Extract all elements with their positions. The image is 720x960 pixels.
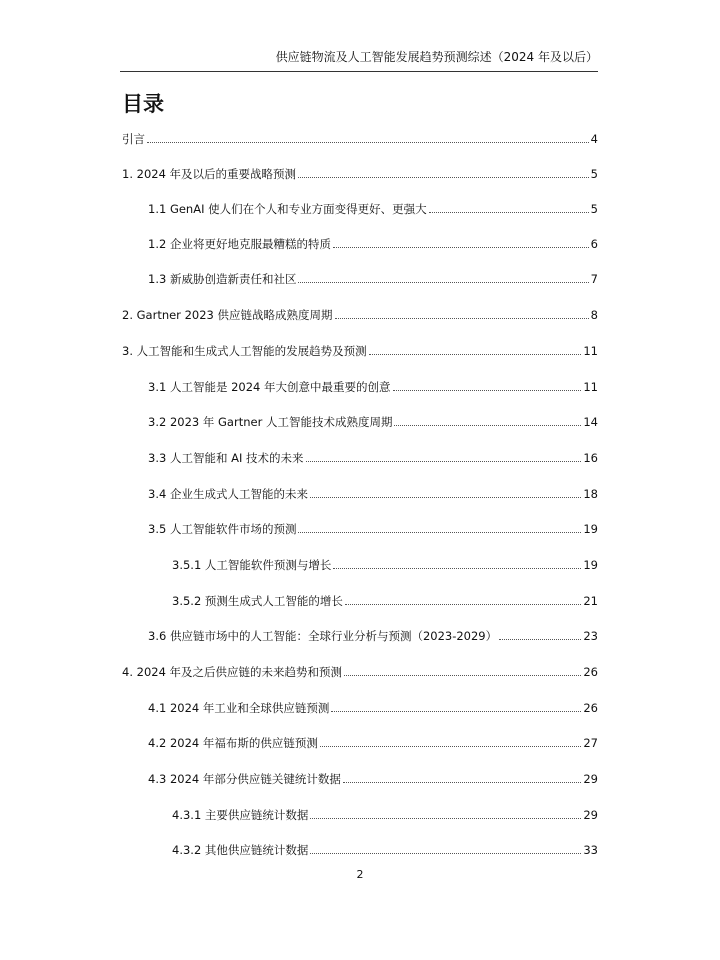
toc-entry-label: 3.3 人工智能和 AI 技术的未来 (148, 451, 304, 465)
dot-leader (429, 212, 589, 213)
toc-entry-page: 29 (583, 808, 598, 822)
toc-entry-3-5-2[interactable] (172, 590, 598, 608)
dot-leader (394, 425, 581, 426)
page-title: 目录 (122, 92, 164, 116)
toc-entry-page: 18 (583, 487, 598, 501)
toc-entry-label: 2. Gartner 2023 供应链战略成熟度周期 (122, 308, 333, 322)
toc-entry-page: 7 (590, 272, 598, 286)
toc-entry-page: 26 (583, 701, 598, 715)
toc-entry-page: 11 (583, 380, 598, 394)
dot-leader (331, 711, 581, 712)
dot-leader (335, 318, 589, 319)
dot-leader (343, 782, 581, 783)
toc-entry-page: 26 (583, 665, 598, 679)
toc-entry-label: 3. 人工智能和生成式人工智能的发展趋势及预测 (122, 344, 367, 358)
toc-entry-1-3[interactable] (148, 268, 598, 286)
dot-leader (147, 142, 589, 143)
toc-entry-page: 16 (583, 451, 598, 465)
toc-entry-page: 23 (583, 629, 598, 643)
toc-entry-3-1[interactable] (148, 376, 598, 394)
toc-entry-label: 1.1 GenAI 使人们在个人和专业方面变得更好、更强大 (148, 202, 427, 216)
toc-entry-page: 11 (583, 344, 598, 358)
toc-entry-3-2[interactable] (148, 411, 598, 429)
toc-entry-1-2[interactable] (148, 233, 598, 251)
toc-entry-1-1[interactable] (148, 198, 598, 216)
toc-entry-4-3-1[interactable] (172, 804, 598, 822)
dot-leader (310, 497, 581, 498)
toc-entry-page: 5 (590, 202, 598, 216)
dot-leader (298, 282, 588, 283)
toc-entry-label: 3.2 2023 年 Gartner 人工智能技术成熟度周期 (148, 415, 393, 429)
toc-entry-2[interactable] (122, 304, 598, 322)
toc-entry-4-3-2[interactable] (172, 839, 598, 857)
toc-entry-4-1[interactable] (148, 697, 598, 715)
toc-entry-label: 4.2 2024 年福布斯的供应链预测 (148, 736, 318, 750)
page-number: 2 (356, 868, 364, 881)
toc-entry-intro[interactable] (122, 128, 598, 146)
toc-entry-label: 3.5.1 人工智能软件预测与增长 (172, 558, 332, 572)
toc-entry-3-5-1[interactable] (172, 554, 598, 572)
toc-entry-label: 1.3 新威胁创造新责任和社区 (148, 272, 297, 286)
toc-entry-page: 29 (583, 772, 598, 786)
toc-entry-page: 4 (590, 132, 598, 146)
toc-entry-page: 19 (583, 522, 598, 536)
toc-entry-3-6[interactable] (148, 625, 598, 643)
dot-leader (369, 354, 582, 355)
toc-entry-label: 引言 (122, 132, 145, 146)
toc-entry-label: 4.1 2024 年工业和全球供应链预测 (148, 701, 330, 715)
running-header: 供应链物流及人工智能发展趋势预测综述（2024 年及以后） (120, 48, 598, 72)
toc-entry-page: 19 (583, 558, 598, 572)
toc-entry-3[interactable] (122, 340, 598, 358)
dot-leader (298, 532, 581, 533)
toc-entry-label: 3.5 人工智能软件市场的预测 (148, 522, 297, 536)
dot-leader (333, 568, 581, 569)
toc-entry-page: 33 (583, 843, 598, 857)
dot-leader (310, 853, 581, 854)
toc-entry-page: 14 (583, 415, 598, 429)
dot-leader (344, 675, 581, 676)
toc-entry-page: 8 (590, 308, 598, 322)
toc-entry-page: 6 (590, 237, 598, 251)
toc-entry-label: 4.3.2 其他供应链统计数据 (172, 843, 309, 857)
toc-entry-3-3[interactable] (148, 447, 598, 465)
toc-entry-1[interactable] (122, 163, 598, 181)
toc-entry-page: 21 (583, 594, 598, 608)
toc-entry-label: 1.2 企业将更好地克服最糟糕的特质 (148, 237, 331, 251)
toc-entry-label: 4. 2024 年及之后供应链的未来趋势和预测 (122, 665, 343, 679)
dot-leader (320, 746, 581, 747)
dot-leader (393, 390, 582, 391)
toc-entry-3-4[interactable] (148, 483, 598, 501)
dot-leader (333, 247, 589, 248)
toc-entry-label: 3.4 企业生成式人工智能的未来 (148, 487, 308, 501)
dot-leader (306, 461, 582, 462)
dot-leader (499, 639, 581, 640)
toc-entry-page: 27 (583, 736, 598, 750)
toc-entry-label: 3.5.2 预测生成式人工智能的增长 (172, 594, 343, 608)
toc-entry-4-3[interactable] (148, 768, 598, 786)
toc-entry-label: 1. 2024 年及以后的重要战略预测 (122, 167, 297, 181)
toc-entry-3-5[interactable] (148, 518, 598, 536)
toc-entry-4[interactable] (122, 661, 598, 679)
toc-entry-label: 4.3.1 主要供应链统计数据 (172, 808, 309, 822)
toc-entry-label: 4.3 2024 年部分供应链关键统计数据 (148, 772, 341, 786)
toc-entry-label: 3.1 人工智能是 2024 年大创意中最重要的创意 (148, 380, 391, 394)
dot-leader (298, 177, 589, 178)
toc-entry-4-2[interactable] (148, 732, 598, 750)
toc-entry-page: 5 (590, 167, 598, 181)
dot-leader (345, 604, 581, 605)
toc-entry-label: 3.6 供应链市场中的人工智能：全球行业分析与预测（2023-2029） (148, 629, 498, 643)
dot-leader (310, 818, 581, 819)
